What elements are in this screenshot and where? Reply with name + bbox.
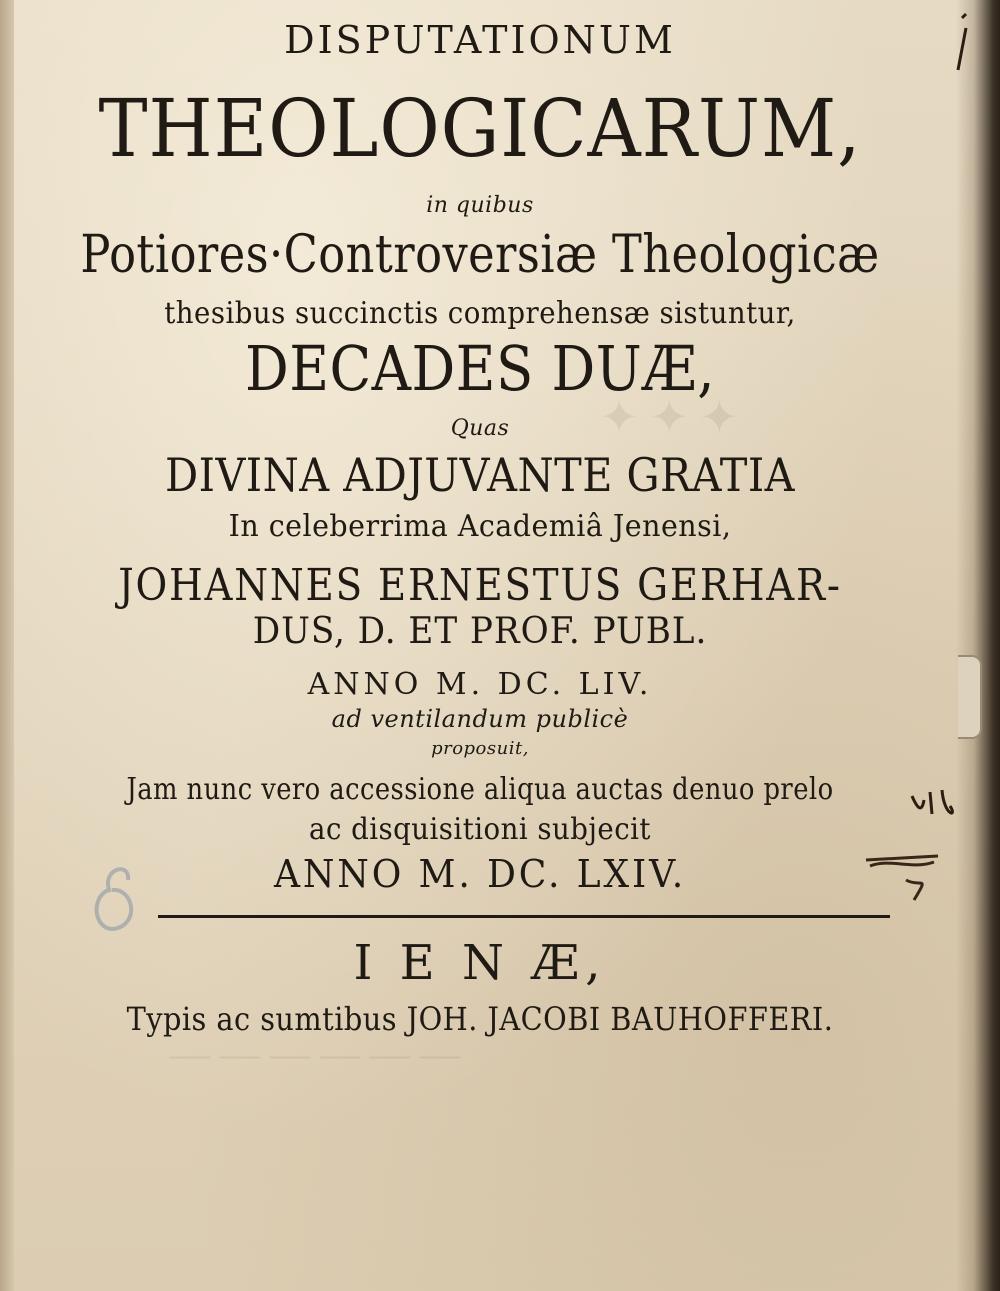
title-line-ad-ventilandum: ad ventilandum publicè [331, 705, 629, 733]
imprint-printer: Typis ac sumtibus JOH. JACOBI BAUHOFFERI. [126, 1000, 834, 1038]
faint-pencil-number [97, 869, 132, 929]
title-line-anno-1664: ANNO M. DC. LXIV. [273, 852, 687, 896]
title-line-quas: Quas [450, 416, 510, 441]
title-line-potiores: Potiores·Controversiæ Theologicæ [80, 225, 880, 285]
title-line-theologicarum: THEOLOGICARUM, [98, 82, 862, 175]
title-line-disquisitioni: ac disquisitioni subjecit [309, 812, 651, 847]
title-line-academia: In celeberrima Academiâ Jenensi, [228, 509, 732, 544]
handwritten-strike-mark [866, 856, 938, 900]
title-line-disputationum: DISPUTATIONUM [284, 18, 676, 62]
title-line-jam-nunc: Jam nunc vero accessione aliqua auctas denuo prelo [126, 772, 834, 807]
title-line-divina: DIVINA ADJUVANTE GRATIA [165, 448, 795, 502]
bleed-through-text: ✦ ✦ ✦ [600, 392, 739, 443]
bleed-through-text: — — — — — — [170, 1031, 460, 1076]
title-line-in-quibus: in quibus [426, 193, 534, 218]
title-line-proposuit: proposuit, [431, 738, 529, 759]
handwritten-note-margin [912, 790, 952, 814]
handwritten-mark-top [958, 14, 966, 70]
title-line-author-2: DUS, D. ET PROF. PUBL. [252, 611, 708, 652]
title-line-author-1: JOHANNES ERNESTUS GERHAR- [118, 560, 842, 611]
title-line-anno-1654: ANNO M. DC. LIV. [307, 667, 653, 702]
title-line-thesibus: thesibus succinctis comprehensæ sistuntur, [164, 296, 796, 331]
imprint-place: I E N Æ, [353, 935, 607, 991]
title-line-decades: DECADES DUÆ, [245, 332, 715, 405]
